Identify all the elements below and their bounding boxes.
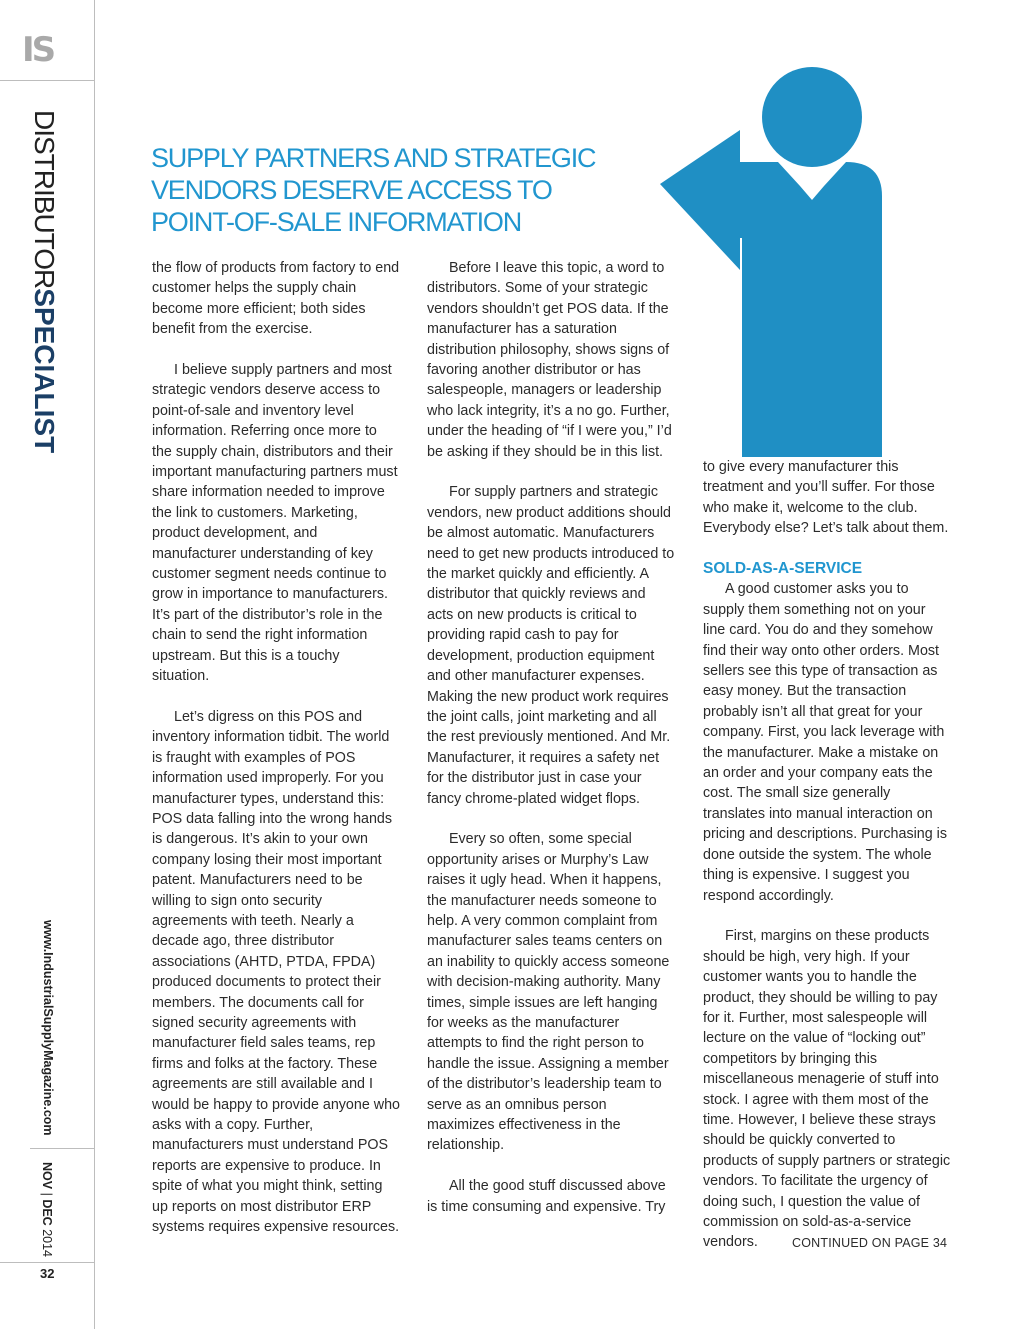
person-pointing-arrow-icon [660, 62, 960, 457]
paragraph: For supply partners and strategic vendors, new product additions should be almost automatic. Manufacturers need to get new products introduced to the market quickly and efficiently. A distributor that quickly reviews and acts on new products is critical to providing rapid cash to pay for development, production equipment and other manufacturer expenses. Making the new product work requires the joint calls, joint marketing and all the rest previously mentioned. And Mr. Manufacturer, it requires a safety net for the distributor just in case your fancy chrome-plated widget flops. [427, 484, 675, 807]
continued-note: CONTINUED ON PAGE 34 [792, 1236, 948, 1250]
paragraph: First, margins on these products should be high, very high. If your customer wants you to handle the product, they should be willing to pay for it. Further, most salespeople will lecture on the value of “locking out” competitors by bringing this miscellaneous menagerie of stuff into stock. I agree with them most of the time. However, I believe these strays should be quickly converted to products of supply partners or strategic vendors. To facilitate the urgency of doing such, I question the value of commission on sold-as-a-service vendors. [703, 928, 951, 1251]
divider [0, 80, 94, 81]
sidebar [0, 0, 95, 1329]
issue-sep: | [40, 1192, 54, 1196]
paragraph: I believe supply partners and most strategic vendors deserve access to point-of-sale and inventory level information. Referring once more to the supply chain, distributors and their important manufacturing partners must share information needed to improve the link to customers. Marketing, product development, and manufacturer understanding of key customer segment needs continue to grow in importance to manufacturers. It’s part of the distributor’s role in the chain to send the right information upstream. But this is a touchy situation. [152, 362, 398, 685]
paragraph: A good customer asks you to supply them something not on your line card. You do and they somehow find their way onto other orders. Most sellers see this type of transaction as easy money. But the transaction probably isn’t all that great for your company. First, you lack leverage with the manufacturer. Make a mistake on an order and your company eats the cost. The small size generally translates into manual interaction on pricing and descriptions. Purchasing is done outside the system. The whole thing is expensive. I suggest you respond accordingly. [703, 581, 947, 904]
headline-line: POINT-OF-SALE INFORMATION [151, 207, 522, 237]
divider [0, 1262, 94, 1263]
section-subheading: SOLD-AS-A-SERVICE [703, 560, 863, 578]
article-headline [151, 142, 671, 238]
section-title [28, 110, 60, 453]
website-url: www.IndustrialSupplyMagazine.com [41, 920, 55, 1136]
issue-year: 2014 [40, 1229, 54, 1258]
figure-body-arrow [660, 130, 882, 457]
article-column-2 [427, 258, 675, 1217]
article-column-1 [152, 258, 400, 1237]
headline-line: SUPPLY PARTNERS AND STRATEGIC [151, 143, 596, 173]
paragraph: to give every manufacturer this treatment and you’ll suffer. For those who make it, welcome to the club. Everybody else? Let’s talk about them. [703, 459, 949, 537]
paragraph: Every so often, some special opportunity arises or Murphy’s Law raises it ugly head. When it happens, the manufacturer needs someone to help. A very common complaint from manufacturer sales teams centers on an inability to quickly access someone with decision-making authority. Many times, simple issues are left hanging for weeks as the manufacturer attempts to find the right person to handle the issue. Assigning a member of the distributor’s leadership team to serve as an omnibus person maximizes effectiveness in the relationship. [427, 831, 670, 1154]
issue-month1: NOV [40, 1162, 54, 1190]
article-column-3 [703, 457, 951, 1253]
issue-month2: DEC [40, 1199, 54, 1226]
paragraph: Let’s digress on this POS and inventory information tidbit. The world is fraught with examples of POS information used improperly. For you manufacturer types, understand this: POS data falling into the wrong hands is dangerous. It’s akin to your own company losing their most important patent. Manufacturers need to be willing to sign onto security agreements with teeth. Nearly a decade ago, three distributor associations (AHTD, PTDA, FPDA) produced documents to protect their members. The documents call for signed security agreements with manufacturer field sales teams, rep firms and folks at the factory. These agreements are still available and I would be happy to provide anyone who asks with a copy. Further, manufacturers must understand POS reports are expensive to produce. In spite of what you might think, setting up reports on most distributor ERP systems requires expensive resources. [152, 708, 400, 1236]
paragraph: the flow of products from factory to end customer helps the supply chain become more efficient; both sides benefit from the exercise. [152, 260, 400, 338]
paragraph: Before I leave this topic, a word to distributors. Some of your strategic vendors shouldn’t get POS data. If the manufacturer has a saturation distribution philosophy, shows signs of favoring another distributor or has salespeople, managers or leadership who lack integrity, it’s a no go. Further, under the heading of “if I were you,” I’d be asking if they should be in this list. [427, 260, 672, 460]
issue-date [40, 1162, 54, 1257]
magazine-logo: IS [22, 30, 54, 70]
section-title-bold: SPECIALIST [29, 288, 60, 454]
figure-shapes [660, 67, 882, 457]
divider [30, 1148, 94, 1149]
figure-head [762, 67, 862, 167]
section-title-light: DISTRIBUTOR [29, 110, 60, 289]
paragraph: All the good stuff discussed above is time consuming and expensive. Try [427, 1178, 666, 1215]
page-number: 32 [40, 1266, 55, 1281]
headline-line: VENDORS DESERVE ACCESS TO [151, 175, 552, 205]
